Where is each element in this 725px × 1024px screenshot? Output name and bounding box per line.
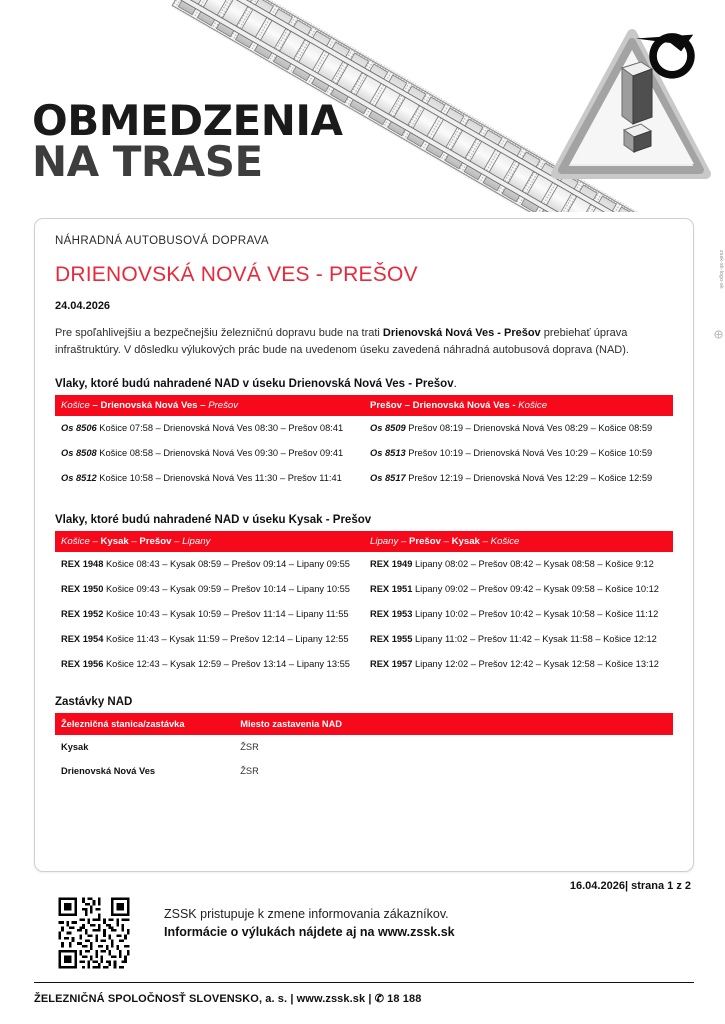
train-schedule: Košice 09:43 – Kysak 09:59 – Prešov 10:14 – Lipany 10:55 xyxy=(103,583,350,594)
train-schedule: Košice 12:43 – Kysak 12:59 – Prešov 13:14 – Lipany 13:55 xyxy=(103,659,350,670)
train-number: REX 1952 xyxy=(61,609,104,620)
hdr2-r-b: – xyxy=(398,535,409,547)
train-cell-left xyxy=(55,577,364,602)
table-row xyxy=(55,627,673,652)
page-title xyxy=(32,96,343,187)
hdr1-l-b: – Drienovská Nová Ves – xyxy=(89,400,209,412)
train-number: Os 8508 xyxy=(61,448,97,459)
stops-header-row xyxy=(55,713,673,735)
train-schedule: Košice 07:58 – Drienovská Nová Ves 08:30 – Prešov 08:41 xyxy=(96,423,344,434)
table-header-right-direction xyxy=(364,395,673,416)
timetable-section-2-body xyxy=(55,552,673,678)
train-schedule: Košice 11:43 – Kysak 11:59 – Prešov 12:14 – Lipany 12:55 xyxy=(103,634,349,645)
hdr1-l-a: Košice xyxy=(61,400,90,412)
train-cell-right xyxy=(364,602,673,627)
section-kysak-presov xyxy=(55,514,673,678)
kicker-label: NÁHRADNÁ AUTOBUSOVÁ DOPRAVA xyxy=(55,235,269,247)
hdr2-l-e: Prešov xyxy=(139,535,172,547)
timetable-section-2 xyxy=(55,531,673,678)
table-row xyxy=(55,416,673,441)
intro-paragraph xyxy=(55,325,673,359)
footer-line-1: ZSSK pristupuje k zmene informovania zákazníkov. xyxy=(164,907,449,921)
train-number: REX 1957 xyxy=(370,659,413,670)
hdr2-l-b: – xyxy=(89,535,101,547)
hdr1-r-a: Prešov xyxy=(370,400,402,412)
table-row xyxy=(55,577,673,602)
hdr2-l-a: Košice xyxy=(61,535,90,547)
train-number: Os 8513 xyxy=(370,448,406,459)
table-row xyxy=(55,602,673,627)
company-line: ŽELEZNIČNÁ SPOLOČNOSŤ SLOVENSKO, a. s. | www.zssk.sk | ✆ 18 188 xyxy=(34,993,422,1005)
title-line-1: OBMEDZENIA xyxy=(32,96,343,145)
train-number: REX 1953 xyxy=(370,609,413,620)
train-number: REX 1954 xyxy=(61,634,104,645)
hdr2-l-g: Lipany xyxy=(182,535,211,547)
section-1-title-suffix: . xyxy=(453,378,457,391)
timetable-section-1 xyxy=(55,395,673,492)
train-cell-right xyxy=(364,577,673,602)
train-cell-right xyxy=(364,441,673,466)
qr-code-icon[interactable] xyxy=(56,895,132,971)
table-header-left-direction xyxy=(55,531,364,552)
train-cell-right xyxy=(364,552,673,577)
footer-promo xyxy=(34,893,694,973)
train-cell-right xyxy=(364,416,673,441)
hdr2-r-g: Košice xyxy=(490,535,520,547)
hdr2-r-d: – xyxy=(440,535,452,547)
stop-place: ŽSR xyxy=(240,741,259,752)
train-schedule: Lipany 08:02 – Prešov 08:42 – Kysak 08:58 – Košice 9:12 xyxy=(412,558,654,569)
section-stops xyxy=(55,696,673,783)
train-schedule: Košice 08:58 – Drienovská Nová Ves 09:30 – Prešov 09:41 xyxy=(96,448,344,459)
hdr2-l-c: Kysak xyxy=(100,535,129,547)
hdr2-r-e: Kysak xyxy=(451,535,480,547)
section-2-title: Vlaky, ktoré budú nahradené NAD v úseku Kysak - Prešov xyxy=(55,513,372,526)
train-cell-right xyxy=(364,652,673,677)
train-schedule: Košice 10:43 – Kysak 10:59 – Prešov 11:14 – Lipany 11:55 xyxy=(103,609,349,620)
route-title: DRIENOVSKÁ NOVÁ VES - PREŠOV xyxy=(55,263,418,286)
train-number: REX 1956 xyxy=(61,659,104,670)
train-schedule: Lipany 12:02 – Prešov 12:42 – Kysak 12:58 – Košice 13:12 xyxy=(412,659,659,670)
train-number: Os 8512 xyxy=(61,473,97,484)
train-cell-left xyxy=(55,602,364,627)
train-schedule: Košice 10:58 – Drienovská Nová Ves 11:30 – Prešov 11:41 xyxy=(96,473,342,484)
train-number: REX 1955 xyxy=(370,634,413,645)
section-1-title xyxy=(55,378,673,390)
train-schedule: Prešov 10:19 – Drienovská Nová Ves 10:29 – Košice 10:59 xyxy=(405,448,653,459)
section-drienovska-presov xyxy=(55,378,673,492)
table-row xyxy=(55,466,673,491)
train-number: Os 8517 xyxy=(370,473,406,484)
train-number: REX 1951 xyxy=(370,583,413,594)
section-1-title-text: Vlaky, ktoré budú nahradené NAD v úseku Drienovská Nová Ves - Prešov xyxy=(55,378,454,391)
title-line-2: NA TRASE xyxy=(32,137,263,187)
train-cell-left xyxy=(55,552,364,577)
table-header-right-direction xyxy=(364,531,673,552)
table-header-row xyxy=(55,395,673,416)
hdr2-r-f: – xyxy=(479,535,491,547)
content-card xyxy=(34,218,694,872)
footer-divider xyxy=(34,982,694,983)
train-number: REX 1950 xyxy=(61,583,104,594)
table-row xyxy=(55,759,673,783)
train-number: REX 1949 xyxy=(370,558,413,569)
train-cell-left xyxy=(55,627,364,652)
stops-col-place: Miesto zastavenia NAD xyxy=(234,713,673,735)
table-row xyxy=(55,441,673,466)
train-cell-left xyxy=(55,416,364,441)
hdr2-r-a: Lipany xyxy=(370,535,399,547)
header-banner xyxy=(0,0,725,212)
stop-station-name: Kysak xyxy=(61,741,89,752)
hdr1-l-c: Prešov xyxy=(208,400,239,412)
train-schedule: Lipany 09:02 – Prešov 09:42 – Kysak 09:58 – Košice 10:12 xyxy=(412,583,659,594)
timetable-section-1-body xyxy=(55,416,673,492)
stops-table xyxy=(55,713,673,783)
table-header-row xyxy=(55,531,673,552)
intro-route-bold: Drienovská Nová Ves - Prešov xyxy=(382,327,541,339)
side-marker-icon xyxy=(714,330,723,339)
hdr2-r-c: Prešov xyxy=(408,535,441,547)
footer-message xyxy=(164,905,455,941)
side-note-vertical: zssk-sk-logo-sk xyxy=(718,250,724,289)
hdr1-r-c: Košice xyxy=(518,400,548,412)
hdr2-l-d: – xyxy=(128,535,140,547)
table-row xyxy=(55,652,673,677)
train-schedule: Prešov 12:19 – Drienovská Nová Ves 12:29 – Košice 12:59 xyxy=(405,473,653,484)
intro-text-part1: Pre spoľahlivejšiu a bezpečnejšiu železničnú dopravu bude na trati xyxy=(55,327,383,339)
stop-place: ŽSR xyxy=(240,765,259,776)
intro-text-part2: prebiehať úprava infraštruktúry. V dôsledku výlukových prác bude na uvedenom úseku zavedená náhradná autobusová doprava (NAD). xyxy=(55,327,629,357)
stop-station-name: Drienovská Nová Ves xyxy=(61,765,156,776)
train-schedule: Košice 08:43 – Kysak 08:59 – Prešov 09:14 – Lipany 09:55 xyxy=(103,558,350,569)
train-cell-left xyxy=(55,652,364,677)
train-cell-left xyxy=(55,466,364,491)
table-header-left-direction xyxy=(55,395,364,416)
page-info: 16.04.2026| strana 1 z 2 xyxy=(569,880,691,892)
stops-title: Zastávky NAD xyxy=(55,695,133,708)
hdr2-l-f: – xyxy=(171,535,183,547)
table-row xyxy=(55,552,673,577)
stops-table-body xyxy=(55,735,673,783)
train-number: Os 8509 xyxy=(370,423,406,434)
stops-col-station: Železničná stanica/zastávka xyxy=(55,713,234,735)
train-schedule: Lipany 11:02 – Prešov 11:42 – Kysak 11:58 – Košice 12:12 xyxy=(412,634,657,645)
train-cell-left xyxy=(55,441,364,466)
zssk-logo-icon xyxy=(633,18,711,90)
train-cell-right xyxy=(364,466,673,491)
table-row xyxy=(55,735,673,759)
validity-date: 24.04.2026 xyxy=(55,300,111,312)
train-schedule: Prešov 08:19 – Drienovská Nová Ves 08:29 – Košice 08:59 xyxy=(405,423,653,434)
train-number: Os 8506 xyxy=(61,423,97,434)
train-schedule: Lipany 10:02 – Prešov 10:42 – Kysak 10:58 – Košice 11:12 xyxy=(412,609,659,620)
train-cell-right xyxy=(364,627,673,652)
footer-line-2: Informácie o výlukách nájdete aj na www.zssk.sk xyxy=(164,925,455,940)
hdr1-r-b: – Drienovská Nová Ves - xyxy=(402,400,519,412)
train-number: REX 1948 xyxy=(61,558,104,569)
